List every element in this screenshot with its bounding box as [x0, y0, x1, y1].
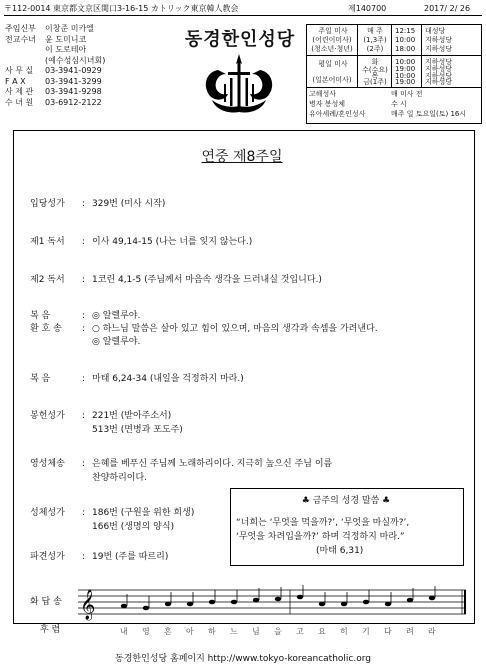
music-staff: [78, 582, 468, 622]
staff-row: [5, 66, 155, 77]
staff-role: 사 제 관: [5, 87, 34, 96]
schedule-day: (1,3주): [363, 36, 387, 44]
first-reading-label: 제1 독서: [30, 237, 65, 247]
schedule-time: 10:00: [395, 72, 416, 80]
staff-row: [5, 45, 155, 56]
baptism-label: 유아세례/혼인성사: [309, 110, 366, 118]
lyric-syllable: 요: [318, 627, 326, 636]
note-head: [165, 602, 171, 607]
colon: :: [82, 324, 86, 334]
schedule-time: 18:00: [395, 45, 416, 53]
offertory-hymn-value: 221번 (받아주소서): [92, 411, 172, 421]
colon: :: [82, 374, 86, 384]
note-head: [275, 597, 281, 602]
gospel-acclamation-label: 환 호 송: [30, 324, 62, 334]
schedule-day: 매 주: [367, 27, 383, 35]
colon: :: [82, 199, 86, 209]
schedule-place: 지하성당: [425, 36, 453, 44]
confession-label: 고해성사: [309, 90, 337, 98]
staff-row: [5, 24, 155, 35]
japanese-mass-label: (일본어미사): [312, 76, 352, 84]
lyric-syllable: 내: [120, 627, 128, 636]
lyric-syllable: 느: [230, 627, 238, 636]
lyric-syllable: 님: [252, 627, 260, 636]
staff-row: [5, 87, 155, 98]
staff-phone: 03-3941-0929: [45, 66, 102, 75]
staff-row: [5, 98, 155, 109]
note-head: [341, 602, 347, 607]
note-head: [231, 600, 237, 605]
church-address: 〒112-0014 東京都文京区関口3-16-15 カトリック東京韓人教会: [4, 4, 239, 13]
table-divider: [307, 55, 481, 56]
communion-antiphon-label: 영성체송: [30, 459, 65, 469]
staff-role: 주임신부: [5, 24, 36, 33]
staff-fax: 03-3941-3299: [45, 76, 102, 86]
note-head: [407, 598, 413, 603]
schedule-place: 대성당: [425, 27, 446, 35]
church-name: 동경한인성당: [184, 29, 296, 50]
staff-name: (예수성심시녀회): [45, 55, 106, 65]
note-head: [253, 598, 259, 603]
staff-row: [5, 77, 155, 88]
note-head: [319, 602, 325, 607]
communion-antiphon-line: 찬양하리이다.: [92, 473, 148, 483]
lyric-syllable: 라: [428, 627, 436, 636]
schedule-place: 지하성당: [425, 78, 453, 86]
second-reading-label: 제2 독서: [30, 275, 65, 285]
entrance-hymn-value: 329번 (미사 시작): [92, 199, 166, 209]
scripture-box-title: ♣ 금주의 성경 말씀 ♣: [301, 496, 391, 506]
acclamation-line: ◎ 알렐루야.: [92, 311, 141, 321]
issue-date: 2017/ 2/ 26: [424, 4, 471, 13]
colon: :: [82, 237, 86, 247]
schedule-place: 지하성당: [425, 65, 453, 73]
baptism-value: 매주 일 토요일(토) 16시: [391, 110, 467, 118]
staff-row: [5, 35, 155, 46]
lyric-syllable: 아: [186, 627, 194, 636]
header-divider: [4, 15, 482, 16]
colon: :: [82, 459, 86, 469]
table-divider: [421, 25, 422, 87]
note-head: [297, 595, 303, 600]
top-bar: [4, 3, 482, 15]
schedule-time: 12:15: [395, 27, 416, 35]
note-head: [209, 600, 215, 605]
colon: :: [82, 411, 86, 421]
schedule-time: 10:00: [395, 36, 416, 44]
colon: :: [82, 552, 86, 562]
entrance-hymn-label: 입당성가: [30, 199, 65, 209]
schedule-place: 지하성당: [425, 45, 453, 53]
lyric-syllable: 히: [340, 627, 348, 636]
staff-name: 이창준 미카엘: [45, 24, 94, 33]
lyric-syllable: 고: [296, 627, 304, 636]
staff-name: 윤 도미니코: [45, 34, 87, 44]
weekday-mass-label: 평일 미사: [318, 60, 348, 68]
lyric-syllable: 을: [274, 627, 282, 636]
acclamation-line: ◎ 알렐루야.: [92, 337, 141, 347]
offertory-hymn-value: 513번 (면병과 포도주): [92, 425, 183, 435]
youth-mass-label: (청소년·청년): [311, 45, 353, 53]
lyric-syllable: 하: [208, 627, 216, 636]
schedule-day: 화: [371, 58, 379, 66]
staff-role: 수 녀 원: [5, 97, 34, 107]
staff-phone: 03-6912-2122: [45, 97, 102, 107]
colon: :: [82, 275, 86, 285]
colon: :: [82, 311, 86, 321]
gospel-acclamation-label: 복 음: [30, 311, 51, 321]
scripture-reference: (마태 6,31): [316, 546, 364, 556]
church-logo-icon: [198, 50, 280, 120]
lyric-syllable: 다: [384, 627, 392, 636]
staff-name: 이 도로테아: [45, 45, 87, 54]
note-head: [429, 596, 435, 601]
note-head: [143, 606, 149, 611]
staff-role: F A X: [5, 76, 26, 86]
children-mass-label: (어린이미사): [312, 36, 352, 44]
note-head: [187, 602, 193, 607]
table-divider: [307, 87, 481, 88]
sunday-mass-label: 주일 미사: [318, 27, 348, 35]
first-reading-value: 이사 49,14-15 (나는 너를 잊지 않는다.): [92, 237, 253, 247]
schedule-place: 지하성당: [425, 58, 453, 66]
schedule-day: 수(수요): [362, 66, 388, 74]
confession-value: 매 미사 전: [391, 90, 423, 98]
svg-text:𝄞: 𝄞: [80, 590, 96, 620]
anointing-label: 병자 봉성체: [309, 100, 346, 108]
issue-number: 제140700: [348, 4, 387, 13]
sunday-title: 연중 제8주일: [201, 149, 283, 165]
scripture-line: “너희는 ‘무엇을 먹을까?’, ‘무엇을 마실까?’,: [236, 518, 410, 528]
refrain-label: 후 렴: [40, 625, 61, 635]
lyric-syllable: 혼: [164, 627, 172, 636]
footer-homepage: 동경한인성당 홈페이지 http://www.tokyo-koreancatholic.org: [115, 654, 371, 664]
lyric-syllable: 려: [406, 627, 414, 636]
recessional-hymn-label: 파견성가: [30, 552, 65, 562]
communion-hymn-value: 186번 (구원을 위한 희생): [92, 508, 195, 518]
anointing-value: 수 시: [391, 100, 407, 108]
gospel-value: 마태 6,24-34 (내일을 걱정하지 마라.): [92, 374, 244, 384]
colon: :: [82, 508, 86, 518]
scripture-line: ‘무엇을 차려입을까?’ 하며 걱정하지 마라.”: [236, 532, 405, 542]
psalm-response-label: 화 답 송: [30, 597, 62, 607]
table-divider: [357, 25, 358, 87]
lyric-syllable: 영: [142, 627, 150, 636]
table-divider: [391, 25, 392, 87]
note-head: [363, 600, 369, 605]
staff-phone: 03-3941-9298: [45, 87, 102, 96]
note-head: [121, 604, 127, 609]
schedule-day: 목: [371, 72, 379, 80]
communion-hymn-value: 166번 (생명의 양식): [92, 522, 175, 532]
staff-row: [5, 56, 155, 67]
schedule-time: 10:00: [395, 58, 416, 66]
note-head: [385, 602, 391, 607]
schedule-place: 지하성당: [425, 72, 453, 80]
communion-antiphon-line: 은혜를 베푸신 주님께 노래하리이다. 지극히 높으신 주님 이름: [92, 459, 333, 469]
lyric-syllable: 기: [362, 627, 370, 636]
staff-list: [5, 24, 155, 108]
mass-schedule-table: [306, 24, 482, 124]
schedule-day: (2주): [366, 45, 384, 53]
staff-role: 전교수녀: [5, 34, 36, 44]
schedule-time: 19:00: [395, 78, 416, 86]
acclamation-line: ○ 하느님 말씀은 살아 있고 힘이 있으며, 마음의 생각과 속셈을 가려낸다.: [92, 324, 378, 334]
schedule-day: 금(1주): [363, 78, 387, 86]
schedule-time: 19:00: [395, 65, 416, 73]
communion-hymn-label: 성체성가: [30, 508, 65, 518]
recessional-hymn-value: 19번 (주를 따르리): [92, 552, 169, 562]
offertory-hymn-label: 봉헌성가: [30, 411, 65, 421]
second-reading-value: 1코린 4,1-5 (주님께서 마음속 생각을 드러내실 것입니다.): [92, 275, 322, 285]
staff-role: 사 무 실: [5, 66, 34, 75]
gospel-label: 복 음: [30, 374, 51, 384]
